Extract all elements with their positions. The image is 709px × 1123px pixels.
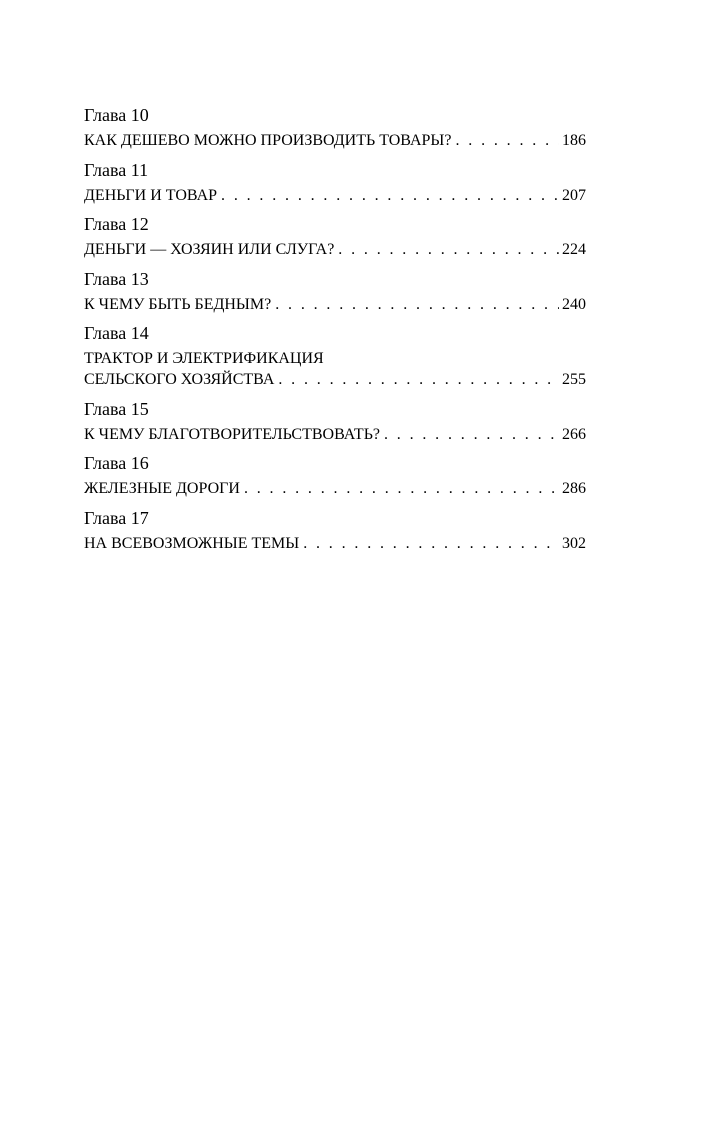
toc-entry[interactable] [84, 103, 586, 151]
chapter-title: К ЧЕМУ БЫТЬ БЕДНЫМ? [84, 295, 272, 313]
toc-entry[interactable] [84, 451, 586, 499]
dot-leader [303, 533, 559, 554]
chapter-title: ДЕНЬГИ — ХОЗЯИН ИЛИ СЛУГА? [84, 241, 335, 258]
chapter-title: К ЧЕМУ БЛАГОТВОРИТЕЛЬСТВОВАТЬ? [84, 425, 380, 443]
toc-row [84, 294, 586, 315]
toc-entry[interactable] [84, 212, 586, 260]
page-number: 224 [562, 241, 586, 258]
chapter-title: ДЕНЬГИ И ТОВАР [84, 186, 218, 204]
toc-row [84, 369, 586, 390]
page-number: 302 [562, 534, 586, 552]
chapter-label: Глава 13 [84, 268, 149, 289]
page-number: 286 [562, 480, 586, 497]
toc-row [84, 424, 586, 445]
toc-row [84, 478, 586, 499]
chapter-title: СЕЛЬСКОГО ХОЗЯЙСТВА [84, 371, 275, 388]
toc-entry[interactable] [84, 506, 586, 554]
toc-row [84, 533, 586, 554]
table-of-contents [84, 103, 586, 560]
toc-entry[interactable] [84, 158, 586, 206]
chapter-label: Глава 10 [84, 105, 149, 125]
chapter-title-line: ТРАКТОР И ЭЛЕКТРИФИКАЦИЯ [84, 350, 324, 367]
toc-row [84, 239, 586, 260]
chapter-title: НА ВСЕВОЗМОЖНЫЕ ТЕМЫ [84, 534, 300, 552]
page-number: 240 [562, 295, 586, 313]
chapter-label: Глава 11 [84, 159, 149, 180]
toc-entry[interactable] [84, 321, 586, 390]
dot-leader [275, 294, 559, 315]
chapter-label: Глава 14 [84, 323, 149, 343]
dot-leader [384, 424, 559, 445]
chapter-label: Глава 16 [84, 453, 149, 473]
dot-leader [221, 185, 559, 206]
dot-leader [338, 239, 559, 260]
chapter-label: Глава 17 [84, 507, 149, 528]
toc-row [84, 185, 586, 206]
dot-leader [455, 130, 559, 151]
toc-entry[interactable] [84, 267, 586, 315]
page-number: 207 [562, 186, 586, 204]
dot-leader [244, 478, 559, 499]
page-number: 255 [562, 371, 586, 388]
chapter-label: Глава 12 [84, 214, 149, 234]
chapter-label: Глава 15 [84, 398, 149, 419]
chapter-title: КАК ДЕШЕВО МОЖНО ПРОИЗВОДИТЬ ТОВАРЫ? [84, 132, 452, 149]
chapter-title: ЖЕЛЕЗНЫЕ ДОРОГИ [84, 480, 240, 497]
toc-row [84, 130, 586, 151]
toc-entry[interactable] [84, 397, 586, 445]
page-number: 186 [562, 132, 586, 149]
page-number: 266 [562, 425, 586, 443]
dot-leader [278, 369, 559, 390]
